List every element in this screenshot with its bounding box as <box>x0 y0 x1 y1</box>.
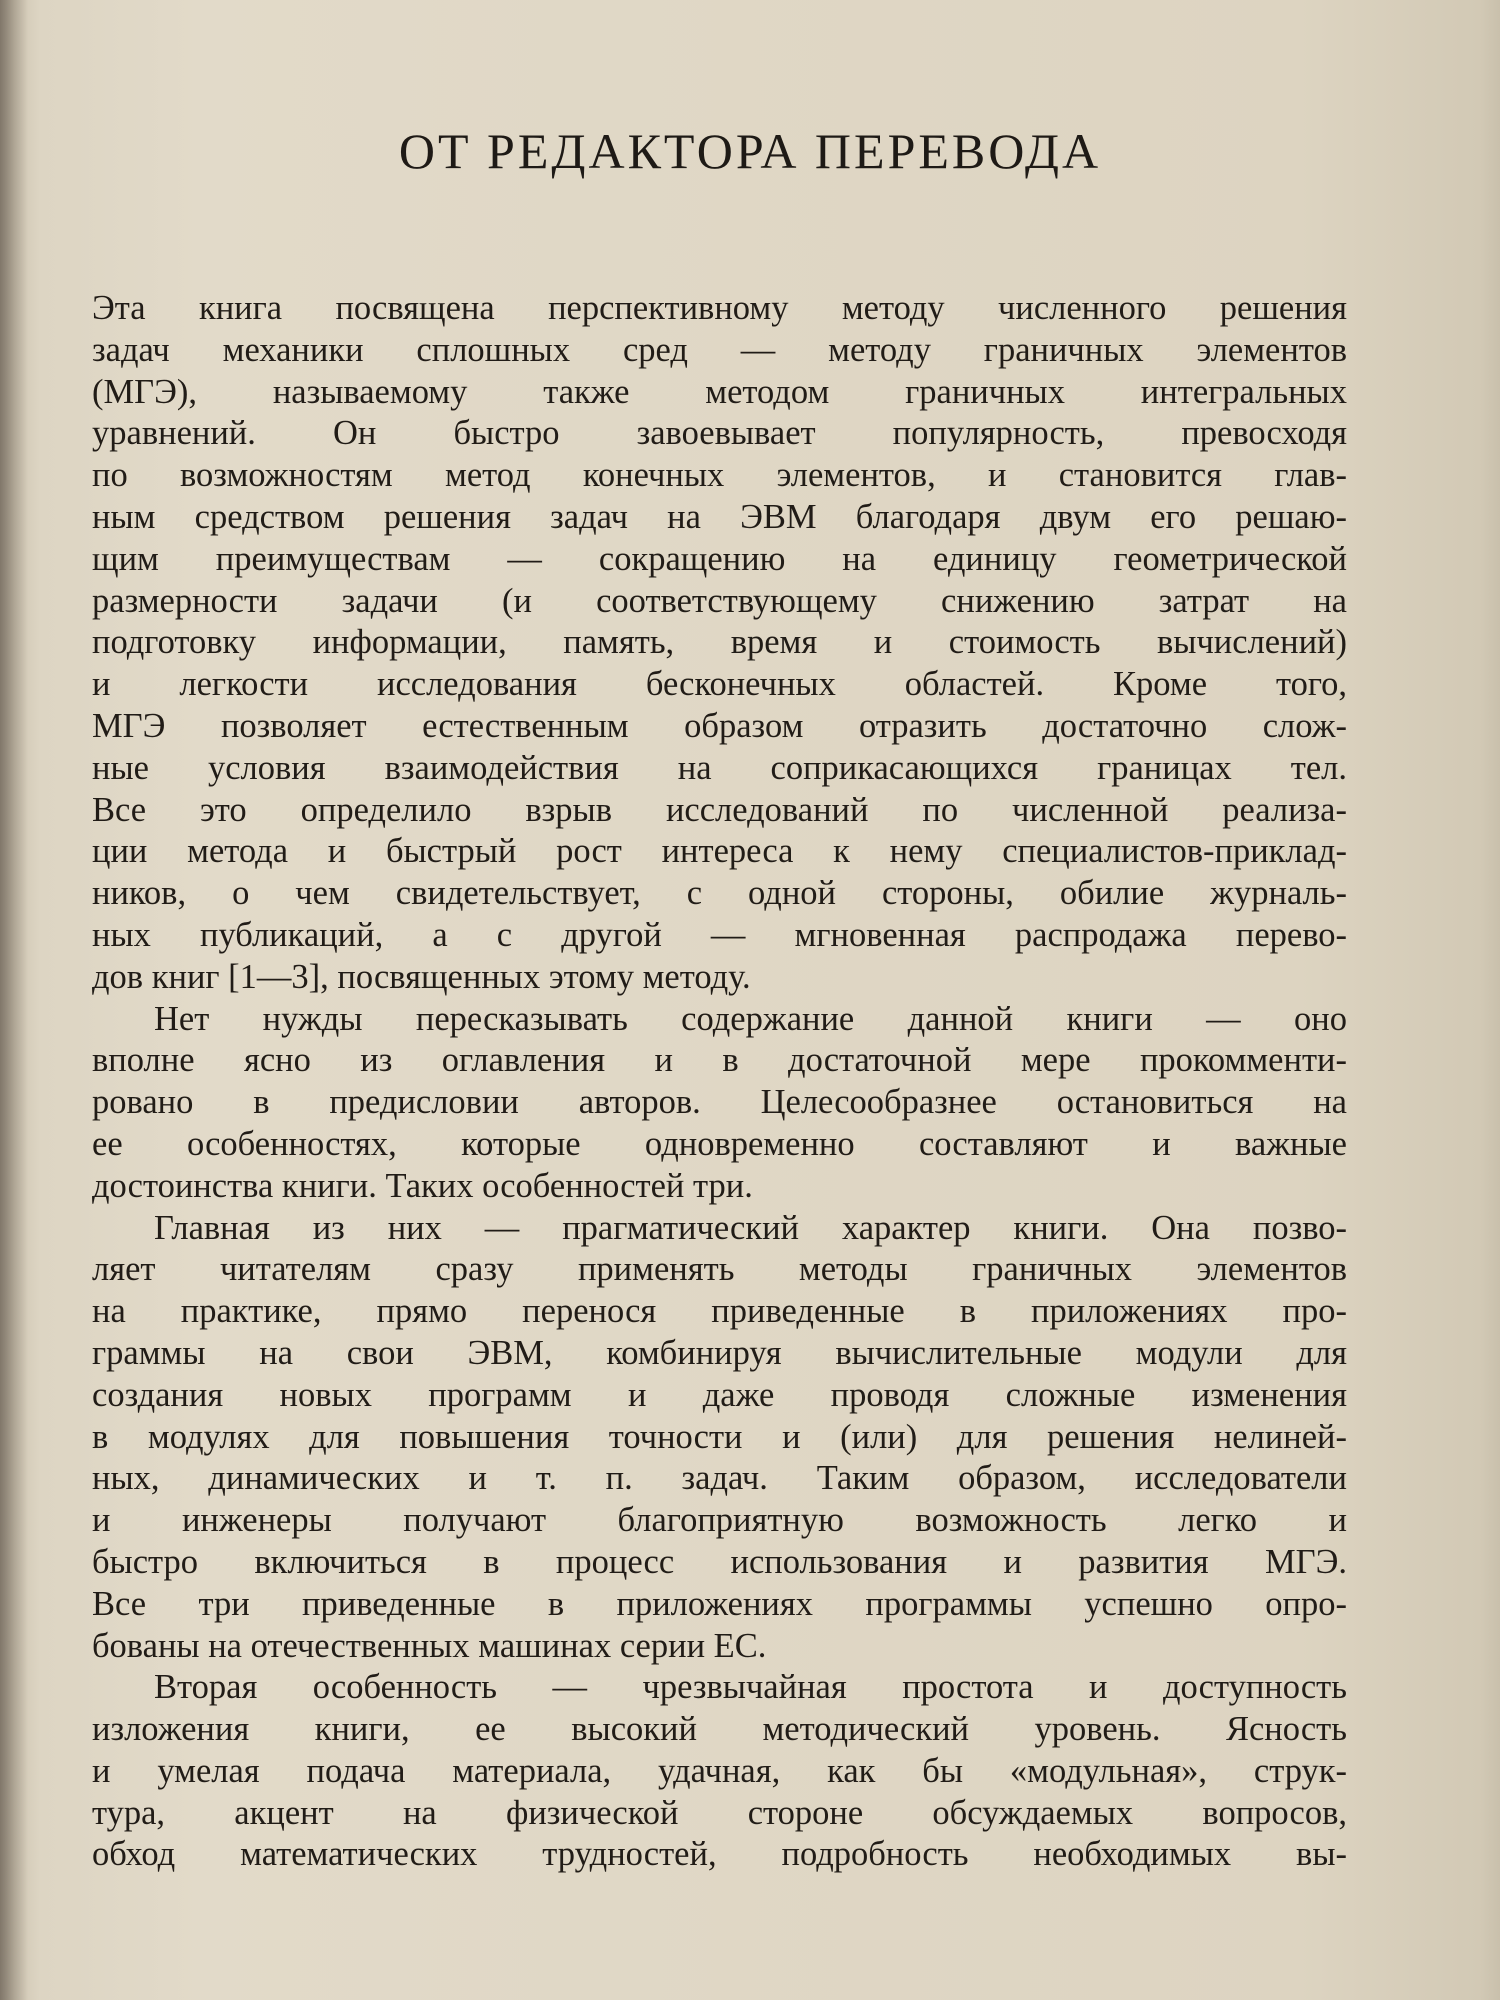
paragraph-1 <box>92 288 1347 999</box>
text-line: щим преимуществам — сокращению на единицу геометрической <box>92 539 1347 578</box>
text-line: изложения книги, ее высокий методический уровень. Ясность <box>92 1710 1347 1749</box>
text-line: вполне ясно из оглавления и в достаточной мере прокомменти- <box>92 1041 1347 1080</box>
text-line: ников, о чем свидетельствует, с одной стороны, обилие журналь- <box>92 874 1347 913</box>
text-line: ные условия взаимодействия на соприкасающихся границах тел. <box>92 748 1347 787</box>
text-line: в модулях для повышения точности и (или) для решения нелиней- <box>92 1417 1347 1456</box>
text-line: размерности задачи (и соответствующему снижению затрат на <box>92 581 1347 620</box>
text-line: по возможностям метод конечных элементов, и становится глав- <box>92 456 1347 495</box>
text-line: Эта книга посвящена перспективному методу численного решения <box>92 289 1347 327</box>
text-line: ее особенностях, которые одновременно составляют и важные <box>92 1124 1347 1163</box>
text-line: подготовку информации, память, время и стоимость вычислений) <box>92 623 1347 662</box>
page-title: ОТ РЕДАКТОРА ПЕРЕВОДА <box>398 123 1102 179</box>
text-line: Главная из них — прагматический характер книги. Она позво- <box>154 1208 1347 1247</box>
text-line: (МГЭ), называемому также методом граничных интегральных <box>92 372 1347 411</box>
text-line: Нет нужды пересказывать содержание данной книги — оно <box>154 999 1347 1038</box>
text-line: и умелая подача материала, удачная, как бы «модульная», струк- <box>92 1751 1347 1790</box>
text-line: задач механики сплошных сред — методу граничных элементов <box>92 330 1347 369</box>
paragraph-3 <box>92 1208 1347 1668</box>
text-line: на практике, прямо перенося приведенные в приложениях про- <box>92 1292 1347 1331</box>
text-line: уравнений. Он быстро завоевывает популярность, превосходя <box>92 414 1347 453</box>
text-line: создания новых программ и даже проводя сложные изменения <box>92 1375 1347 1414</box>
text-line: ровано в предисловии авторов. Целесообразнее остановиться на <box>92 1083 1347 1122</box>
text-line: обход математических трудностей, подробность необходимых вы- <box>92 1835 1347 1874</box>
text-line: Вторая особенность — чрезвычайная простота и доступность <box>154 1668 1347 1707</box>
text-line: достоинства книги. Таких особенностей три. <box>92 1166 753 1205</box>
paragraph-2 <box>92 999 1347 1208</box>
text-line: дов книг [1—3], посвященных этому методу. <box>92 957 751 996</box>
text-line: ляет читателям сразу применять методы граничных элементов <box>92 1250 1347 1289</box>
body-text <box>92 288 1347 1876</box>
text-line: быстро включиться в процесс использования и развития МГЭ. <box>92 1542 1347 1581</box>
text-line: и инженеры получают благоприятную возможность легко и <box>92 1501 1347 1540</box>
spine-shadow <box>0 0 28 2000</box>
paragraph-4 <box>92 1667 1347 1876</box>
text-line: граммы на свои ЭВМ, комбинируя вычислительные модули для <box>92 1333 1347 1372</box>
text-line: тура, акцент на физической стороне обсуждаемых вопросов, <box>92 1793 1347 1832</box>
text-line: Все три приведенные в приложениях программы успешно опро- <box>92 1584 1347 1623</box>
text-line: ции метода и быстрый рост интереса к нему специалистов-приклад- <box>92 832 1347 871</box>
text-line: МГЭ позволяет естественным образом отразить достаточно слож- <box>92 706 1347 745</box>
text-line: бованы на отечественных машинах серии ЕС. <box>92 1626 767 1665</box>
text-line: ных публикаций, а с другой — мгновенная распродажа перево- <box>92 915 1347 954</box>
text-line: ных, динамических и т. п. задач. Таким образом, исследователи <box>92 1459 1347 1498</box>
text-line: Все это определило взрыв исследований по численной реализа- <box>92 790 1347 829</box>
text-line: ным средством решения задач на ЭВМ благодаря двум его решаю- <box>92 497 1347 536</box>
text-line: и легкости исследования бесконечных областей. Кроме того, <box>92 665 1347 704</box>
